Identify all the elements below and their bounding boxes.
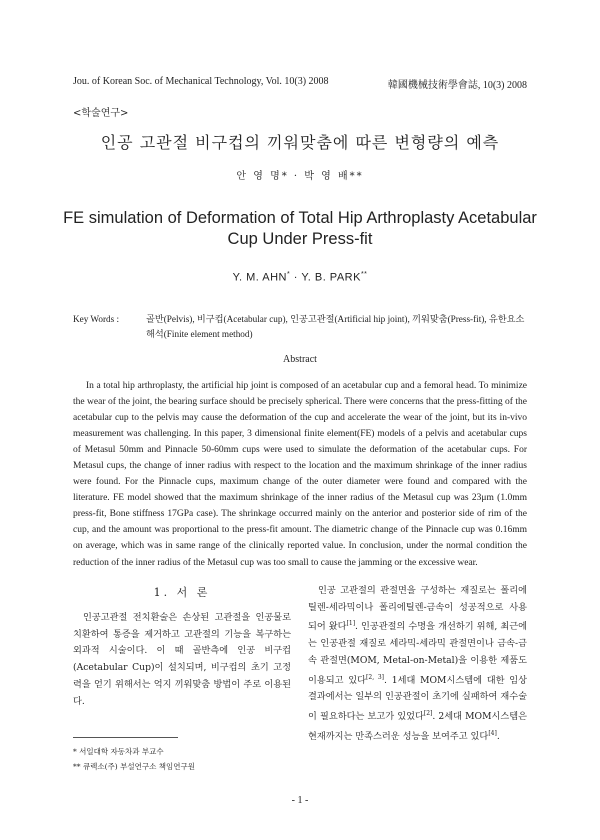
page-number: - 1 - [291,795,309,806]
footnote-author-1: * 서일대학 자동차과 부교수 [73,747,164,756]
author-2: Y. B. PARK [301,271,361,284]
footnote-rule [73,737,178,738]
left-column [73,583,291,710]
para-right-part-d: . 2세대 MOM시스템은 현재까지는 만족스러운 성능을 보여주고 있다 [308,711,527,742]
para-right-part-e: . [496,730,500,742]
right-column [308,583,527,746]
intro-paragraph-right [308,583,527,746]
para-right-part-a: 인공 고관절의 관절면을 구성하는 재질로는 폴리에틸렌-세라믹이나 폴리에틸렌-금속이 성공적으로 사용되어 왔다 [308,585,527,633]
citation-1: [1] [346,620,356,628]
paper-title-english: FE simulation of Deformation of Total Hip Arthroplasty Acetabular Cup Under Press-fit [63,209,537,248]
intro-paragraph-left: 인공고관절 전치환술은 손상된 고관절을 인공물로 치환하여 통증을 제거하고 고관절의 기능을 복구하는 외과적 시술이다. 이 때 골반측에 인공 비구컵(Acetabular Cup)이 설치되며, 비구컵의 초기 고정력을 얻기 위해서는 억지 끼워맞춤 방법이 주로 이용된다. [73,612,291,707]
para-right-part-b: . 인공관절의 수명을 개선하기 위해, 최근에는 인공관절 재질로 세라믹-세라믹 관절면이나 금속-금속 관절면(MOM, Metal-on-Metal)을 이용한 제품도 이용되고 있다 [308,621,527,686]
section-tag: <학술연구> [73,108,129,119]
journal-header-korean: 韓國機械技術學會誌, 10(3) 2008 [387,80,527,91]
citation-4: [4] [488,729,497,737]
keywords-label: Key Words : [73,314,120,324]
citation-3: [2] [423,710,433,718]
authors-korean: 안 영 명* · 박 영 배** [236,171,364,182]
authors-english [0,271,600,284]
citation-2: [2, 3] [366,673,385,681]
author-2-mark: ** [360,271,368,278]
paper-title-korean: 인공 고관절 비구컵의 끼워맞춤에 따른 변형량의 예측 [100,133,500,152]
keywords-text: 골반(Pelvis), 비구컵(Acetabular cup), 인공고관절(Artificial hip joint), 끼워맞춤(Press-fit), 유한요소해석(Finite element method) [146,314,525,339]
section-heading: 1. 서 론 [153,586,211,599]
footnote-author-2: ** 큐렉소(주) 부설연구소 책임연구원 [73,762,195,771]
journal-header-english: Jou. of Korean Soc. of Mechanical Technology, Vol. 10(3) 2008 [73,76,329,87]
abstract-text: In a total hip arthroplasty, the artificial hip joint is composed of an acetabular cup and a femoral head. To minimize the wear of the joint, the bearing surface should be precisely spherical. There were concerns that the press-fitting of the acetabular cup to the pelvis may cause the deformation of the cup and accelerate the wear of the joint, but its in-vivo measurement was challenging. In this paper, 3 dimensional finite element(FE) models of a pelvis and acetabular cups of Metasul 50mm and Pinnacle 50-60mm cups were used to simulate the deformation of the acetabular cups. For Metasul cups, the change of inner radius with respect to the location and the maximum shrinkage of the inner radius were found. For the Pinnacle cups, maximum change of the outer diameter were found and compared with the literature. FE model showed that the maximum shrinkage of the inner radius of the Metasul cup was 23μm (1.0mm press-fit, Bone stiffness 17GPa case). The shrinkage occurred mainly on the anterior and posterior side of rim of the cup, and the amount was proportional to the press-fit amount. The diametric change of the Pinnacle cup was 0.16mm on average, which was in same range of the clinically reported value. In conclusion, under the normal condition the reduction of the inner radius of the Metasul cup was too small to cause the jamming or the excessive wear. [73,381,527,568]
para-right-part-c: . 1세대 MOM시스템에 대한 임상 결과에서는 일부의 인공관절이 초기에 실패하여 재수술이 필요하다는 보고가 있었다 [308,674,528,723]
author-1: Y. M. AHN [232,271,288,284]
author-1-mark: * [287,271,291,278]
author-separator: · [290,271,302,284]
keywords-block [73,312,533,342]
abstract-title: Abstract [283,354,317,365]
